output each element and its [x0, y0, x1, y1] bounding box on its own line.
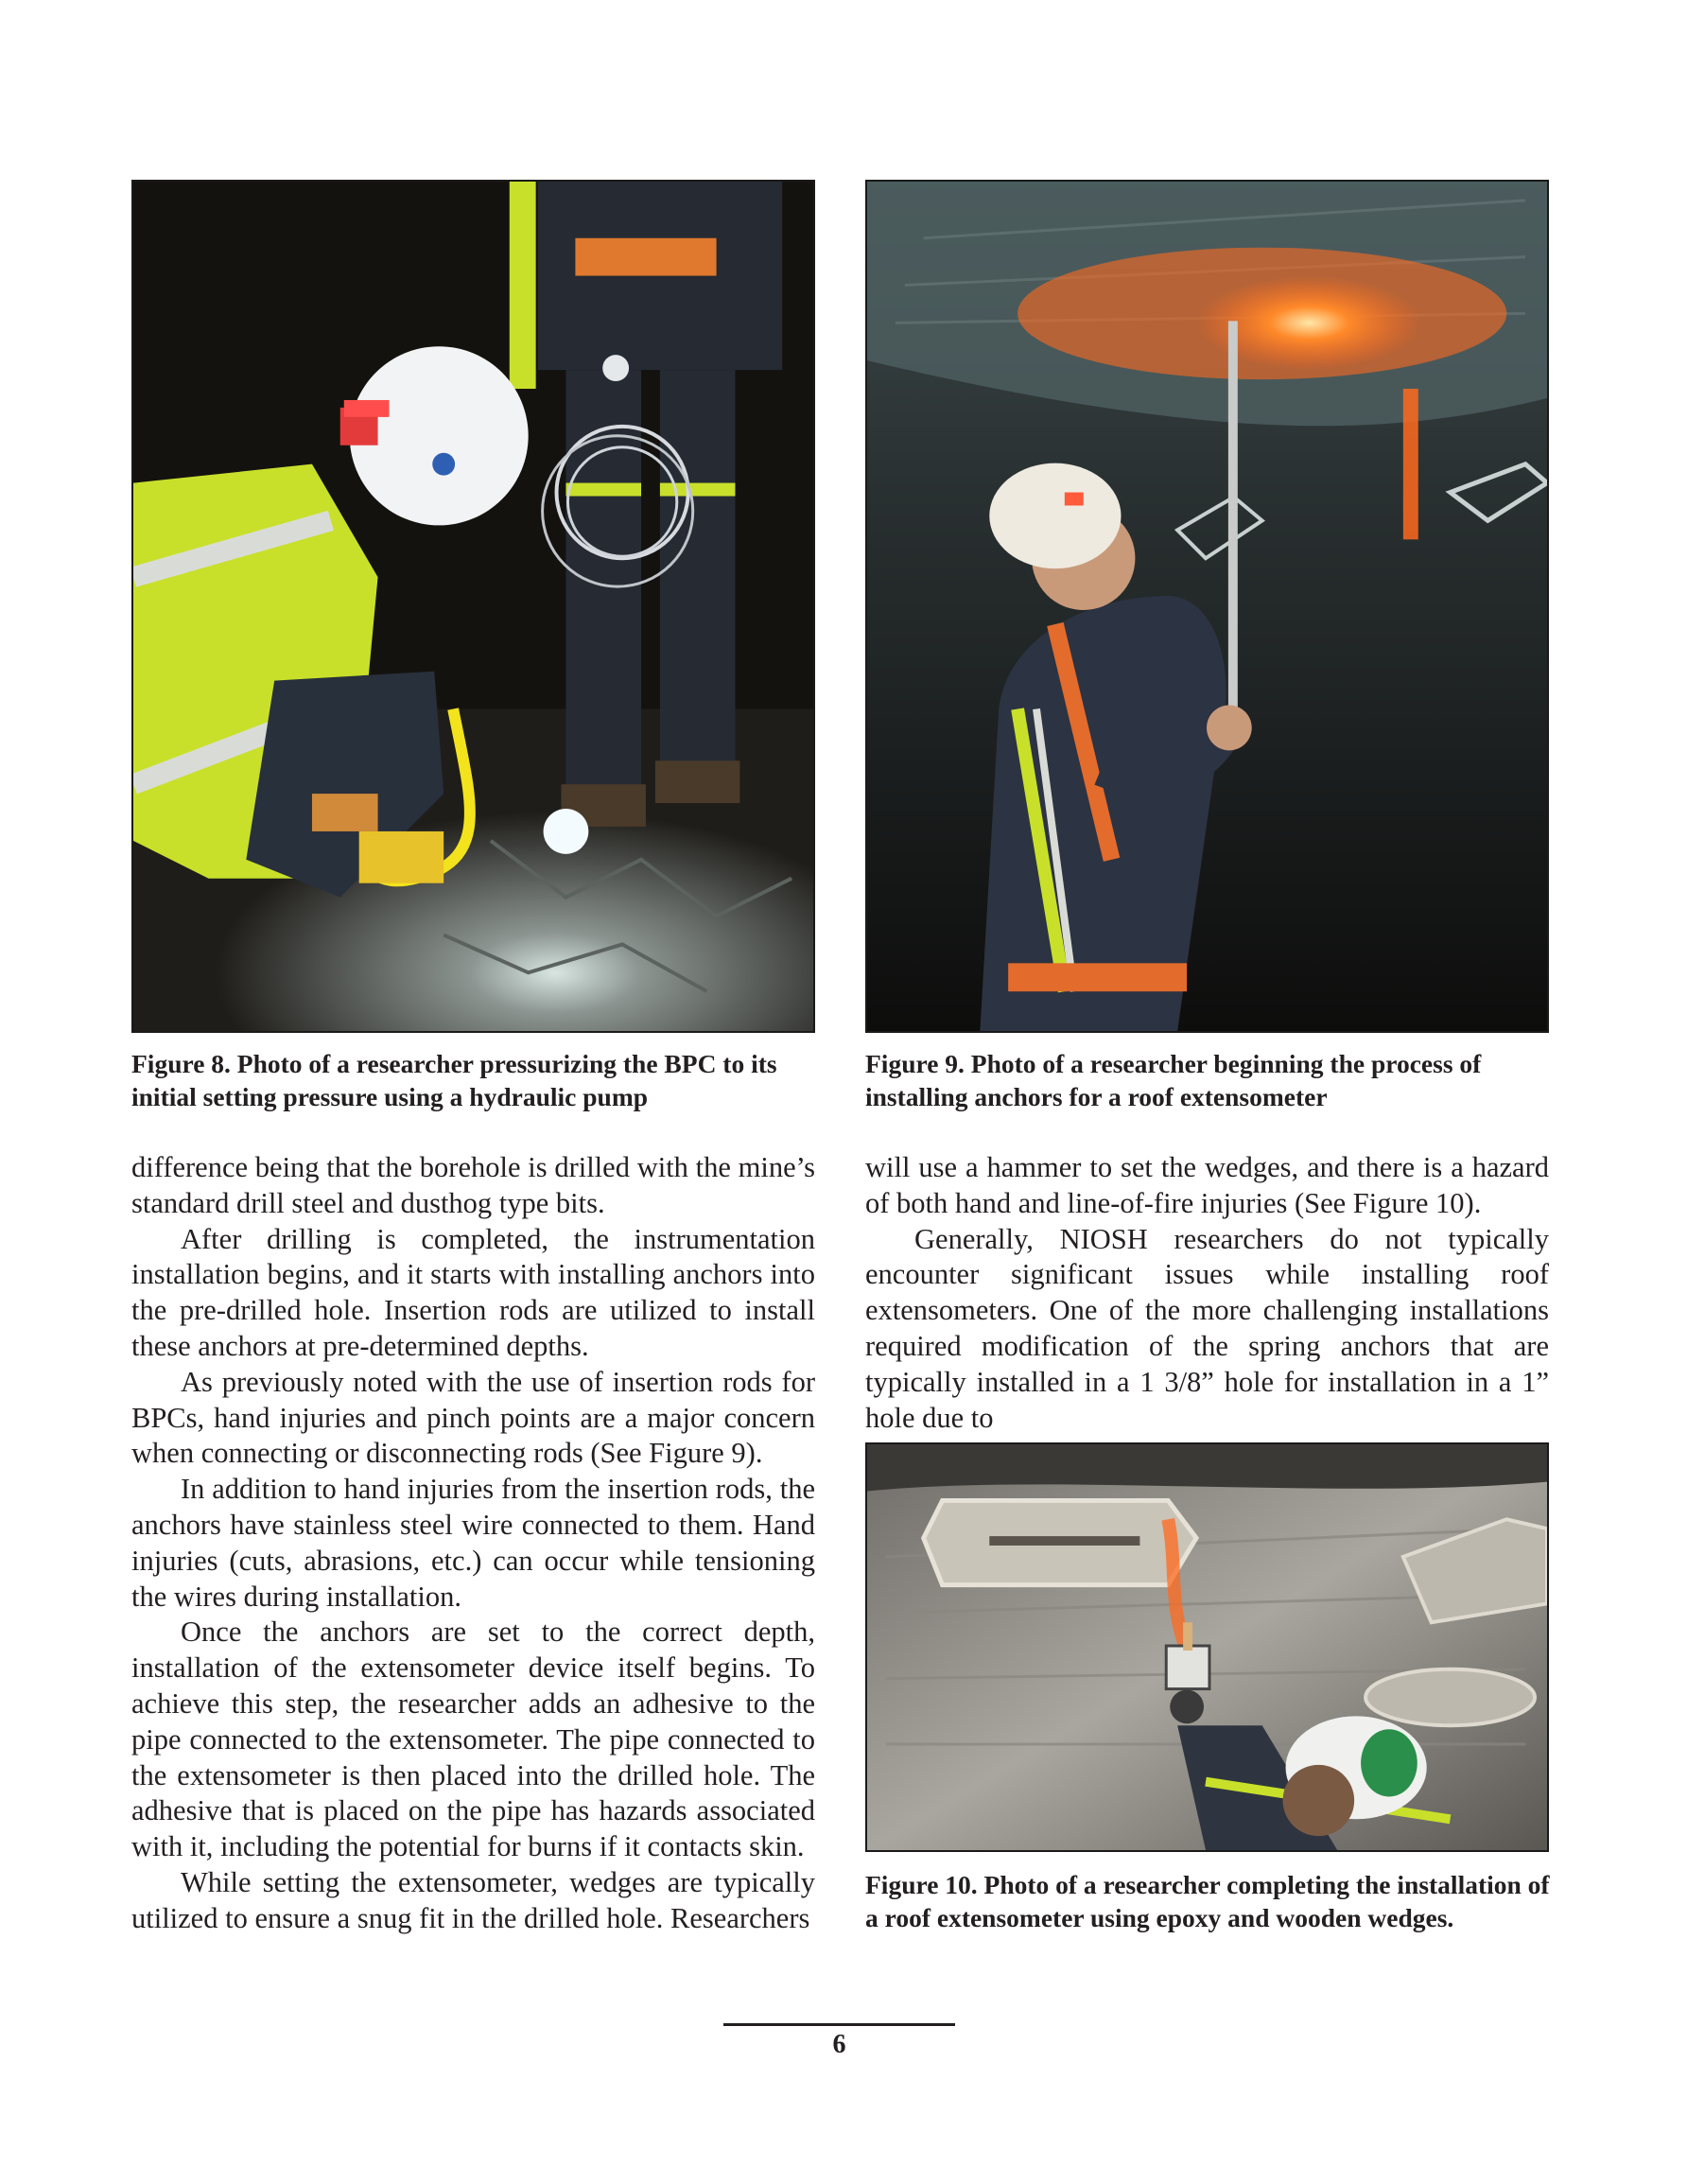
paragraph: difference being that the borehole is drilled with the mine’s standard drill steel and dusthog type bits.	[131, 1151, 815, 1219]
researcher-anchor-photo	[867, 182, 1547, 1031]
figure-10-caption: Figure 10. Photo of a researcher completing the installation of a roof extensometer using epoxy and wooden wedges.	[865, 1870, 1550, 1932]
paragraph: After drilling is completed, the instrumentation installation begins, and it starts with installing anchors into the pre-drilled hole. Insertion rods are utilized to install these anchors at pre-determined depths.	[131, 1222, 815, 1362]
paragraph: will use a hammer to set the wedges, and there is a hazard of both hand and line-of-fire injuries (See Figure 10).	[865, 1151, 1549, 1219]
page-number: 6	[832, 2030, 846, 2059]
body-text-right-column	[865, 1150, 1549, 1436]
figure-8-caption: Figure 8. Photo of a researcher pressurizing the BPC to its initial setting pressure using a hydraulic pump	[131, 1049, 777, 1111]
paragraph: Generally, NIOSH researchers do not typically encounter significant issues while installing roof extensometers. One of the more challenging installations required modification of the spring anchors that are typically installed in a 1 3/8” hole for installation in a 1” hole due to	[865, 1222, 1549, 1434]
paragraph: Once the anchors are set to the correct depth, installation of the extensometer device itself begins. To achieve this step, the researcher adds an adhesive to the pipe connected to the extensometer. The pipe connected to the extensometer is then placed into the drilled hole. The adhesive that is placed on the pipe has hazards associated with it, including the potential for burns if it contacts skin.	[131, 1616, 815, 1863]
paragraph: While setting the extensometer, wedges are typically utilized to ensure a snug fit in the drilled hole. Researchers	[131, 1865, 815, 1934]
figure-9-photo	[865, 180, 1549, 1033]
researcher-pump-photo	[133, 182, 813, 1031]
figure-8-photo	[131, 180, 815, 1033]
paragraph: As previously noted with the use of insertion rods for BPCs, hand injuries and pinch points are a major concern when connecting or disconnecting rods (See Figure 9).	[131, 1365, 815, 1470]
figure-10-photo	[865, 1442, 1549, 1852]
page-number-rule	[723, 2023, 955, 2026]
researcher-epoxy-photo	[867, 1444, 1547, 1850]
paragraph: In addition to hand injuries from the insertion rods, the anchors have stainless steel wire connected to them. Hand injuries (cuts, abrasions, etc.) can occur while tensioning the wires during installation.	[131, 1473, 815, 1613]
body-text-left-column	[131, 1150, 815, 1937]
figure-9-caption: Figure 9. Photo of a researcher beginning the process of installing anchors for a roof extensometer	[865, 1049, 1482, 1111]
